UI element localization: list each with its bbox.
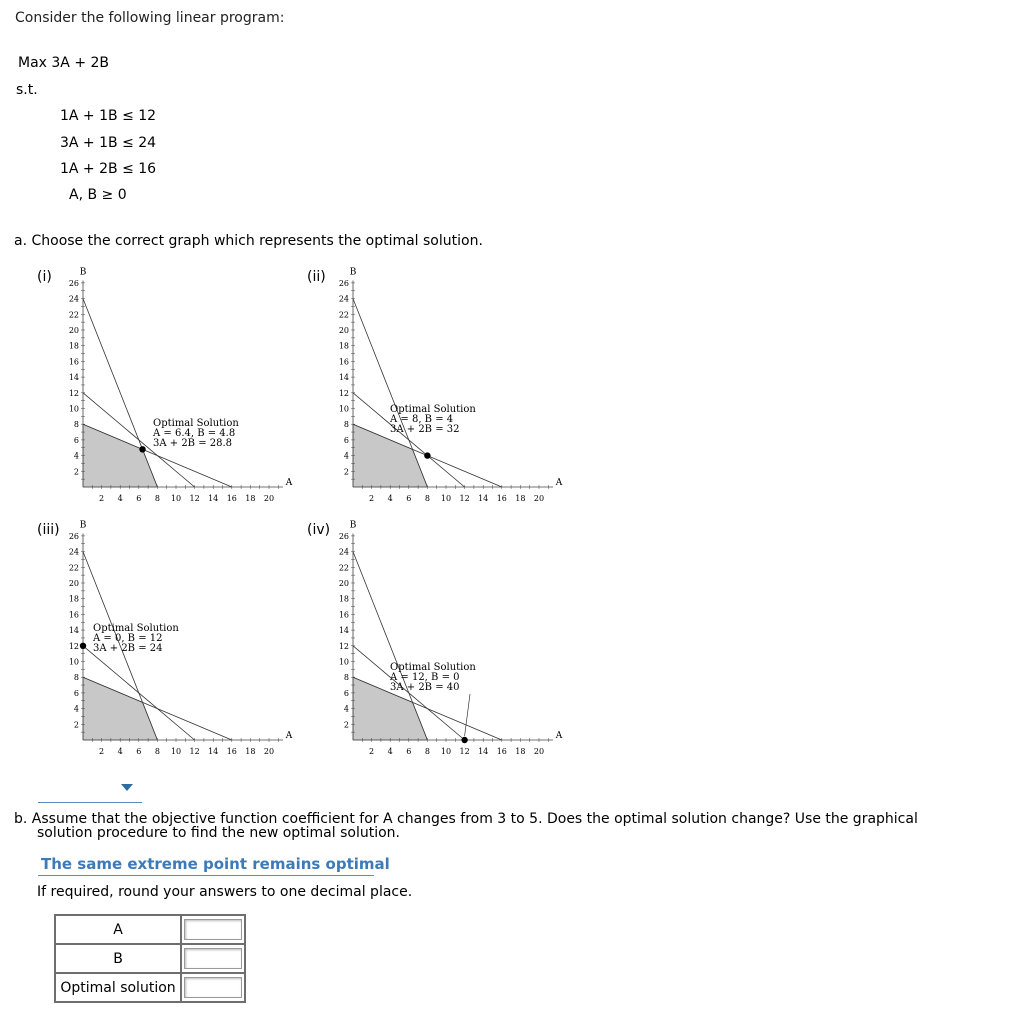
part-b-prompt-line1: b. Assume that the objective function coefficient for A changes from 3 to 5. Does the optimal solution change? Use the graphical [14,811,918,827]
y-tick-label: 6 [343,435,349,445]
y-tick-label: 10 [68,404,79,414]
x-tick-label: 6 [136,747,142,756]
y-tick-label: 2 [343,720,349,730]
x-tick-label: 20 [263,494,275,503]
y-tick-label: 4 [73,704,79,714]
rounding-note: If required, round your answers to one decimal place. [37,884,413,900]
y-tick-label: 8 [343,673,349,683]
y-tick-label: 26 [338,531,349,541]
graph-choice-dropdown[interactable] [38,770,142,803]
part-b-prompt-line2: solution procedure to find the new optimal solution. [37,825,400,841]
y-tick-label: 14 [68,373,79,383]
y-tick-label: 16 [68,610,79,620]
y-tick-label: 2 [343,467,349,477]
x-tick-label: 18 [245,494,256,503]
constraint-1: 1A + 1B ≤ 12 [60,108,157,124]
y-tick-label: 22 [338,310,349,320]
y-tick-label: 12 [338,388,349,398]
x-tick-label: 16 [496,747,507,756]
y-tick-label: 20 [338,579,349,588]
constraint-2: 3A + 1B ≤ 24 [60,135,157,151]
x-tick-label: 18 [515,747,526,756]
x-tick-label: 6 [406,494,412,503]
x-tick-label: 12 [459,747,470,756]
optimal-solution-values: A = 12, B = 0 [390,672,460,683]
y-axis-label: B [79,267,87,278]
y-tick-label: 20 [338,326,349,335]
x-tick-label: 8 [424,494,430,503]
graph-label: (iii) [37,522,60,538]
x-tick-label: 10 [440,747,452,756]
y-tick-label: 16 [338,357,349,367]
graph-option-i [35,262,335,512]
x-tick-label: 18 [245,747,256,756]
x-tick-label: 20 [263,747,275,756]
optimal-solution-objective: 3A + 2B = 32 [390,424,460,435]
x-tick-label: 14 [478,747,489,756]
x-axis-label: A [285,478,293,488]
optimal-solution-objective: 3A + 2B = 40 [390,682,460,693]
y-tick-label: 6 [73,435,79,445]
y-tick-label: 6 [343,688,349,698]
x-axis-label: A [285,731,293,741]
graph-ii-svg [305,262,605,512]
y-tick-label: 18 [68,341,79,351]
graph-option-iv [305,515,605,765]
input-b[interactable] [184,948,242,969]
feasible-region [83,677,157,740]
x-tick-label: 16 [226,494,237,503]
x-axis-label: A [555,478,563,488]
y-tick-label: 8 [73,420,79,430]
graph-label: (i) [37,269,52,285]
y-tick-label: 8 [73,673,79,683]
y-tick-label: 18 [338,341,349,351]
y-tick-label: 14 [338,373,349,383]
y-tick-label: 24 [68,547,79,557]
graph-option-ii [305,262,605,512]
optimal-solution-title: Optimal Solution [390,404,476,415]
objective-function: Max 3A + 2B [18,55,110,71]
y-tick-label: 14 [338,626,349,636]
x-tick-label: 10 [170,494,182,503]
x-tick-label: 2 [99,747,105,756]
x-tick-label: 20 [533,747,545,756]
optimal-point [80,643,86,649]
x-tick-label: 20 [533,494,545,503]
input-optimal-solution[interactable] [184,977,242,998]
part-b-answer-text: The same extreme point remains optimal [41,855,390,873]
graph-label: (ii) [307,269,326,285]
y-tick-label: 20 [68,579,79,588]
part-b-answer-dropdown[interactable] [38,853,390,876]
y-tick-label: 26 [68,531,79,541]
optimal-solution-title: Optimal Solution [93,623,179,634]
graph-iii-svg [35,515,335,765]
y-tick-label: 12 [338,641,349,651]
feasible-region [83,424,157,487]
y-tick-label: 2 [73,467,79,477]
x-tick-label: 10 [170,747,182,756]
x-tick-label: 18 [515,494,526,503]
x-tick-label: 12 [189,747,200,756]
table-row [55,973,245,1002]
y-tick-label: 4 [343,704,349,714]
y-tick-label: 22 [68,310,79,320]
y-axis-label: B [349,267,357,278]
y-tick-label: 20 [68,326,79,335]
graph-iv-svg [305,515,605,765]
x-tick-label: 16 [496,494,507,503]
y-tick-label: 22 [338,563,349,573]
optimal-solution-title: Optimal Solution [390,662,476,673]
y-tick-label: 18 [68,594,79,604]
optimal-solution-values: A = 0, B = 12 [93,633,163,644]
graph-i-svg [35,262,335,512]
y-tick-label: 14 [68,626,79,636]
graph-option-iii [35,515,335,765]
optimal-solution-objective: 3A + 2B = 24 [93,643,163,654]
y-tick-label: 22 [68,563,79,573]
table-row [55,915,245,944]
part-b-prompt [14,812,984,840]
x-tick-label: 16 [226,747,237,756]
y-tick-label: 2 [73,720,79,730]
optimal-point [424,452,430,458]
x-tick-label: 8 [424,747,430,756]
x-tick-label: 12 [459,494,470,503]
y-axis-label: B [79,520,87,531]
x-tick-label: 8 [154,494,160,503]
y-axis-label: B [349,520,357,531]
y-tick-label: 4 [343,451,349,461]
x-tick-label: 10 [440,494,452,503]
y-tick-label: 10 [338,404,349,414]
x-tick-label: 4 [387,494,393,503]
row-label-optimal-solution: Optimal solution [55,973,181,1002]
row-label-a: A [55,915,181,944]
optimal-point [139,446,145,452]
graph-label: (iv) [307,522,331,538]
optimal-solution-title: Optimal Solution [153,418,239,429]
y-tick-label: 16 [338,610,349,620]
y-tick-label: 26 [68,278,79,288]
y-tick-label: 6 [73,688,79,698]
chevron-down-icon[interactable] [121,784,133,791]
nonnegativity-constraint: A, B ≥ 0 [69,187,127,203]
y-tick-label: 24 [338,294,349,304]
x-tick-label: 2 [369,494,375,503]
row-label-b: B [55,944,181,973]
x-tick-label: 6 [136,494,142,503]
optimal-point [461,737,467,743]
x-tick-label: 14 [208,494,219,503]
x-tick-label: 2 [99,494,105,503]
optimal-solution-values: A = 8, B = 4 [390,414,454,425]
y-tick-label: 18 [338,594,349,604]
y-tick-label: 10 [68,657,79,667]
x-tick-label: 4 [117,747,123,756]
solution-table [54,914,246,1003]
x-tick-label: 14 [478,494,489,503]
constraint-3: 1A + 2B ≤ 16 [60,161,157,177]
problem-intro: Consider the following linear program: [15,10,285,26]
input-a[interactable] [184,919,242,940]
y-tick-label: 26 [338,278,349,288]
y-tick-label: 8 [343,420,349,430]
optimal-solution-objective: 3A + 2B = 28.8 [153,438,233,449]
y-tick-label: 12 [68,641,79,651]
y-tick-label: 10 [338,657,349,667]
optimal-solution-values: A = 6.4, B = 4.8 [153,428,236,439]
x-tick-label: 4 [117,494,123,503]
x-tick-label: 8 [154,747,160,756]
y-tick-label: 24 [338,547,349,557]
y-tick-label: 16 [68,357,79,367]
x-tick-label: 14 [208,747,219,756]
x-tick-label: 6 [406,747,412,756]
x-tick-label: 12 [189,494,200,503]
part-a-prompt: a. Choose the correct graph which represents the optimal solution. [14,233,483,249]
y-tick-label: 4 [73,451,79,461]
x-tick-label: 2 [369,747,375,756]
subject-to-label: s.t. [16,82,38,98]
table-row [55,944,245,973]
x-axis-label: A [555,731,563,741]
y-tick-label: 12 [68,388,79,398]
annotation-leader [465,694,470,736]
x-tick-label: 4 [387,747,393,756]
y-tick-label: 24 [68,294,79,304]
